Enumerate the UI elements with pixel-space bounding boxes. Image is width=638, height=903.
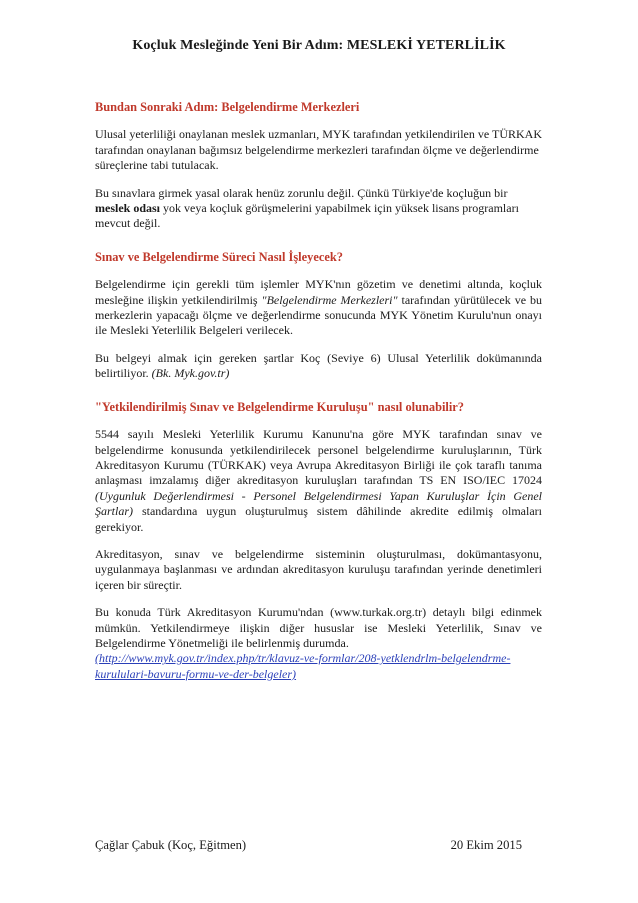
text-run: Bu sınavlara girmek yasal olarak henüz zorunlu değil. Çünkü Türkiye'de koçluğun bir <box>95 185 508 200</box>
section-heading-exam-process: Sınav ve Belgelendirme Süreci Nasıl İşleyecek? <box>95 249 343 264</box>
text-run: Belgelendirme için gerekli tüm işlemler MYK'nın gözetim ve denetimi altında, koçluk mesleğine ilişkin yetkilendirilmiş <box>95 277 542 307</box>
document-body <box>95 100 542 682</box>
text-run: 5544 sayılı Mesleki Yeterlilik Kurumu Kanunu'na göre MYK tarafından sınav ve belgelendirme konusunda yetkilendirilecek personel belgelendirme kuruluşlarının, Türk Akreditasyon Kurumu (TÜRKAK) veya Avrupa Akreditasyon Birliği ile çok taraflı tanıma anlaşması imzalamış diğer akreditasyon kuruluşları tarafından TS EN ISO/IEC 17024 <box>95 427 542 488</box>
paragraph <box>95 605 542 651</box>
bold-text: meslek odası <box>95 201 161 216</box>
italic-text: "Belgelendirme Merkezleri" <box>261 292 398 307</box>
paragraph <box>95 351 542 382</box>
section-heading-certification-centers: Bundan Sonraki Adım: Belgelendirme Merkezleri <box>95 100 360 114</box>
text-run: tarafından yürütülecek ve bu merkezlerin yapacağı ölçme ve değerlendirme sonucunda MYK Yönetim Kurulu'nun onayı ile Mesleki Yeterlilik Belgeleri verilecek. <box>95 292 543 338</box>
section-heading-authorized-body: "Yetkilendirilmiş Sınav ve Belgelendirme Kuruluşu" nasıl olunabilir? <box>95 399 465 414</box>
text-run: Bu konuda Türk Akreditasyon Kurumu'ndan (www.turkak.org.tr) detaylı bilgi edinmek mümkün. Yetkilendirmeye ilişkin diğer hususlar ise Mesleki Yeterlilik, Sınav ve Belgelendirme Yönetmeliği ile belirlenmiş durumda. <box>95 605 542 650</box>
paragraph: Akreditasyon, sınav ve belgelendirme sisteminin oluşturulması, dokümantasyonu, uygulanmaya başlanması ve ardından akreditasyon kuruluşu tarafından yerinde denetimleri içeren bir süreçtir. <box>95 546 542 592</box>
text-run: yok veya koçluk görüşmelerini yapabilmek için yüksek lisans programları mevcut değil. <box>95 201 519 231</box>
page-title: Koçluk Mesleğinde Yeni Bir Adım: MESLEKİ YETERLİLİK <box>132 38 506 53</box>
text-run: standardına uygun oluşturulmuş sistem dâhilinde akredite edilmiş olmaları gerekiyor. <box>95 504 542 534</box>
text-run: Bu belgeyi almak için gereken şartlar Koç (Seviye 6) Ulusal Yeterlilik dokümanında belirtiliyor. <box>95 350 542 381</box>
paragraph <box>95 186 542 232</box>
footer-date: 20 Ekim 2015 <box>450 838 522 852</box>
myk-form-link[interactable]: (http://www.myk.gov.tr/index.php/tr/klavuz-ve-formlar/208-yetklendrlm-belgelendrme-kurululari-bavuru-formu-ve-der-belgeler) <box>95 651 511 681</box>
italic-text: (Bk. Myk.gov.tr) <box>151 366 230 381</box>
paragraph <box>95 277 542 339</box>
paragraph <box>95 427 542 535</box>
italic-text: (Uygunluk Değerlendirmesi - Personel Belgelendirmesi Yapan Kuruluşlar İçin Genel Şartlar) <box>95 488 542 519</box>
paragraph: Ulusal yeterliliği onaylanan meslek uzmanları, MYK tarafından yetkilendirilen ve TÜRKAK tarafından onaylanan bağımsız belgelendirme merkezleri tarafından ölçme ve değerlendirme süreçlerine tabi tutulacak. <box>95 127 542 173</box>
footer-author: Çağlar Çabuk (Koç, Eğitmen) <box>95 838 247 852</box>
